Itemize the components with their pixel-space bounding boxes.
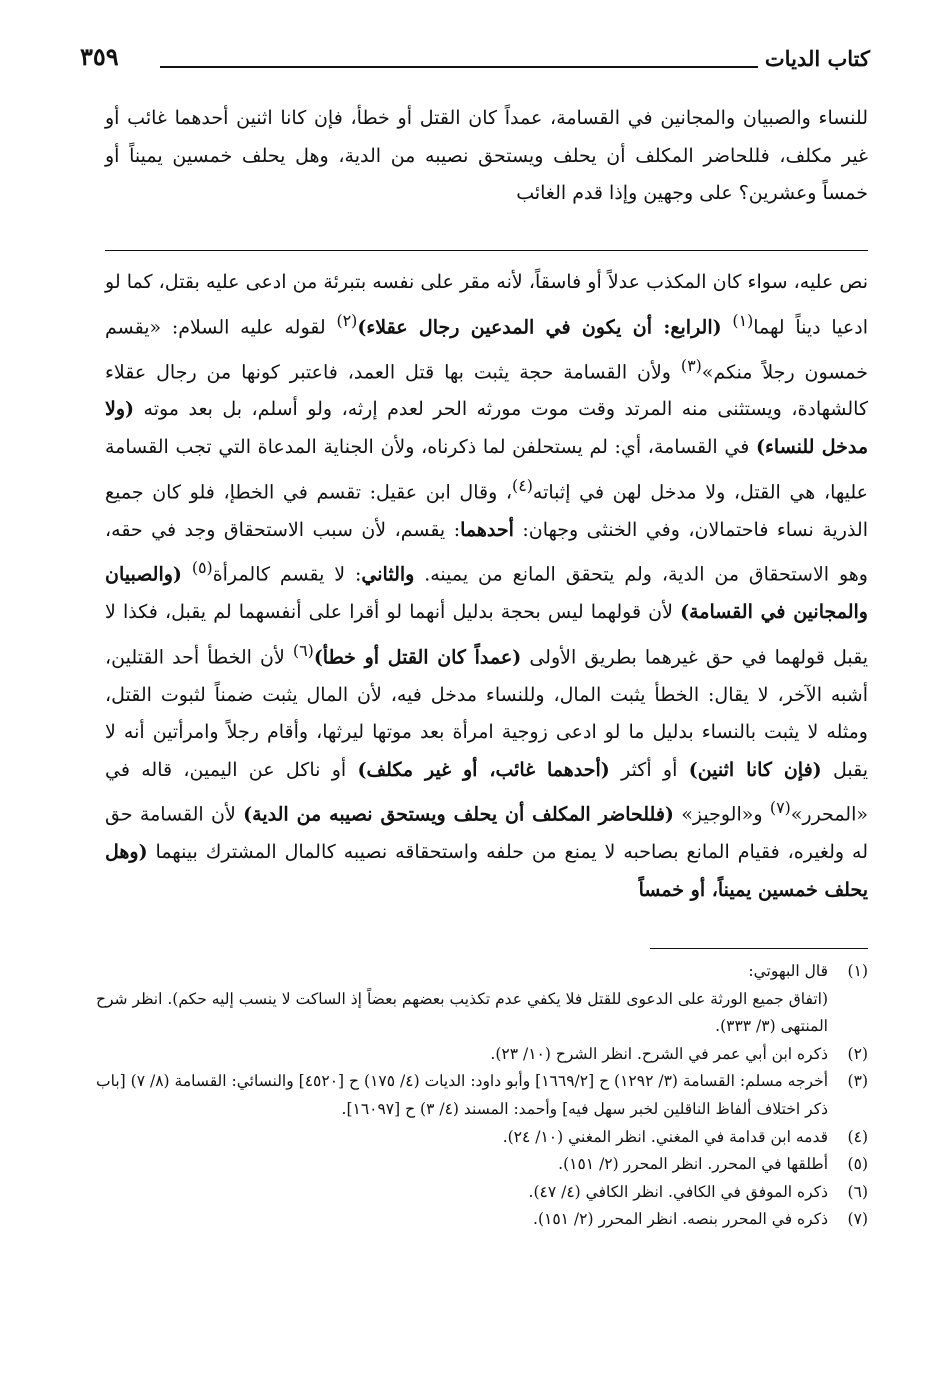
section-divider [105,250,868,251]
footnote-line: قال البهوتي: [748,962,828,980]
sharh-segment: نص عليه، سواء كان المكذب عدلاً أو فاسقاً، لأنه مقر على نفسه بتبرئة من ادعى عليه بقتل، كما لو ادعيا ديناً لهما [105,271,868,338]
sharh-paragraph [105,264,868,909]
footnote-line: ذكره الموفق في الكافي. انظر الكافي (٤/ ٤٧). [528,1182,828,1201]
chapter-title: كتاب الديات [764,46,870,71]
footnote-line: (اتفاق جميع الورثة على الدعوى للقتل فلا يكفي عدم تكذيب بعضهم بعضاً إذ الساكت لا ينسب إليه حكم). انظر شرح المنتهى (٣/ ٣٣٣). [96,989,828,1036]
sharh-segment: ، وقال ابن عقيل: تقسم في الخطإ، فلو كان جميع الذرية نساء فاحتمالان، وفي الخنثى وجهان: [105,480,869,541]
footnote [96,958,868,1041]
footnote [96,1124,868,1152]
footnote-line: ذكره ابن أبي عمر في الشرح. انظر الشرح (١٠/ ٢٣). [490,1044,828,1063]
sharh-segment: أو ناكل عن اليمين، قاله في «المحرر» [105,758,868,826]
footnote-line: أطلقها في المحرر. انظر المحرر (٢/ ١٥١). [558,1155,828,1174]
sharh-segment: و«الوجيز» [681,803,763,826]
footnote-number: (٢) [847,1044,868,1063]
footnote-number: (٦) [847,1182,868,1201]
sharh-segment: لقوله عليه السلام: «يقسم خمسون رجلاً منكم» [105,315,868,383]
footnote-marker: (٣) [680,355,702,375]
footnote-marker: (١) [732,310,754,330]
matn-paragraph: للنساء والصبيان والمجانين في القسامة، عمداً كان القتل أو خطأ، فإن كانا اثنين أحدهما غائب أو غير مكلف، فللحاضر المكلف أن يحلف ويستحق نصيبه من الدية، وهل يحلف خمسين يميناً أو خمساً وعشرين؟ على وجهين وإذا قدم الغائب [105,107,868,205]
bold-lemma: (والصبيان والمجانين في القسامة) [105,563,868,624]
footnote-marker: (٥) [191,558,213,578]
footnote [96,1041,868,1069]
footnote-number: (١) [847,962,868,980]
footnote [96,1151,868,1179]
bold-lemma: (ولا مدخل للنساء) [105,398,869,459]
page-number: ٣٥٩ [80,42,119,71]
sharh-segment: لأن قولهما ليس بحجة بدليل أنهما لو أقرا على أنفسهما لم يقبل، فكذا لا يقبل قولهما في حق غيرهما بطريق الأولى [105,601,868,668]
footnote-number: (٤) [847,1127,868,1146]
footnote [96,1206,868,1234]
sharh-segment: لأن القسامة حق له ولغيره، فقيام المانع بصاحبه لا يمنع من حلفه واستحقاقه نصيبه كالمال المشترك بينهما [105,803,868,864]
sharh-segment: في القسامة، أي: لم يستحلفن لما ذكرناه، ولأن الجناية المدعاة التي تجب القسامة عليها، هي القتل، ولا مدخل لهن في إثباته [105,436,868,503]
footnote [96,1179,868,1207]
bold-lemma: (عمداً كان القتل أو خطأ) [313,645,522,668]
sharh-segment: لأن الخطأ أحد القتلين، أشبه الآخر، لا يقال: الخطأ يثبت المال، وللنساء مدخل فيه، لأن المال يثبت ضمناً لثبوت القتل، ومثله لا يثبت بالنساء بدليل ما لو ادعى زوجية امرأة بعد موتها ليرثها، وأقام رجلاً وامرأتين أنه لا يقبل [105,645,869,781]
footnote-number: (٣) [847,1072,868,1091]
footnote-line: ذكره في المحرر بنصه. انظر المحرر (٢/ ١٥١). [533,1210,828,1229]
sharh-text [105,264,868,909]
footnote-marker: (٤) [512,475,533,495]
bold-lemma: والثاني [361,563,415,586]
bold-lemma: (وهل يحلف خمسين يميناً، أو خمساً [105,841,868,901]
footnote-marker: (٦) [292,640,314,660]
matn-text [105,100,868,213]
bold-lemma: (الرابع: أن يكون في المدعين رجال عقلاء) [357,315,722,338]
sharh-segment: ولأن القسامة حجة يثبت بها قتل العمد، فاعتبر كونها من رجال عقلاء كالشهادة، ويستثنى منه المرتد وقت موت مورثه الحر لعدم إرثه، ولو أسلم، بل بعد موته [105,360,868,421]
footnote-number: (٧) [847,1210,868,1229]
footnotes [96,958,868,1234]
footnote-line: قدمه ابن قدامة في المغني. انظر المغني (١٠/ ٢٤). [502,1127,828,1146]
footnote-marker: (٧) [769,798,791,818]
bold-lemma: (أحدهما غائب، أو غير مكلف) [357,758,610,781]
footnotes-divider [650,948,868,949]
sharh-segment: أو أكثر [621,758,678,781]
running-header [80,40,870,76]
footnote-marker: (٢) [336,310,358,330]
footnote [96,1068,868,1123]
bold-lemma: (فإن كانا اثنين) [688,758,822,781]
bold-lemma: (فللحاضر المكلف أن يحلف ويستحق نصيبه من الدية) [243,803,674,826]
footnote-number: (٥) [847,1155,868,1174]
header-rule [160,66,758,68]
sharh-segment: : لا يقسم كالمرأة [212,563,362,586]
bold-lemma: أحدهما [460,518,514,541]
footnote-line: أخرجه مسلم: القسامة (٣/ ١٢٩٢) ح [١٦٦٩/٢] وأبو داود: الديات (٤/ ١٧٥) ح [٤٥٢٠] والنسائي: القسامة (٨/ ٧) [باب ذكر اختلاف ألفاظ الناقلين لخبر سهل فيه] وأحمد: المسند (٤/ ٣) ح [١٦٠٩٧]. [96,1072,828,1118]
sharh-segment: : يقسم، لأن سبب الاستحقاق وجد في حقه، وهو الاستحقاق من الدية، ولم يتحقق المانع من يمينه. [105,518,868,586]
